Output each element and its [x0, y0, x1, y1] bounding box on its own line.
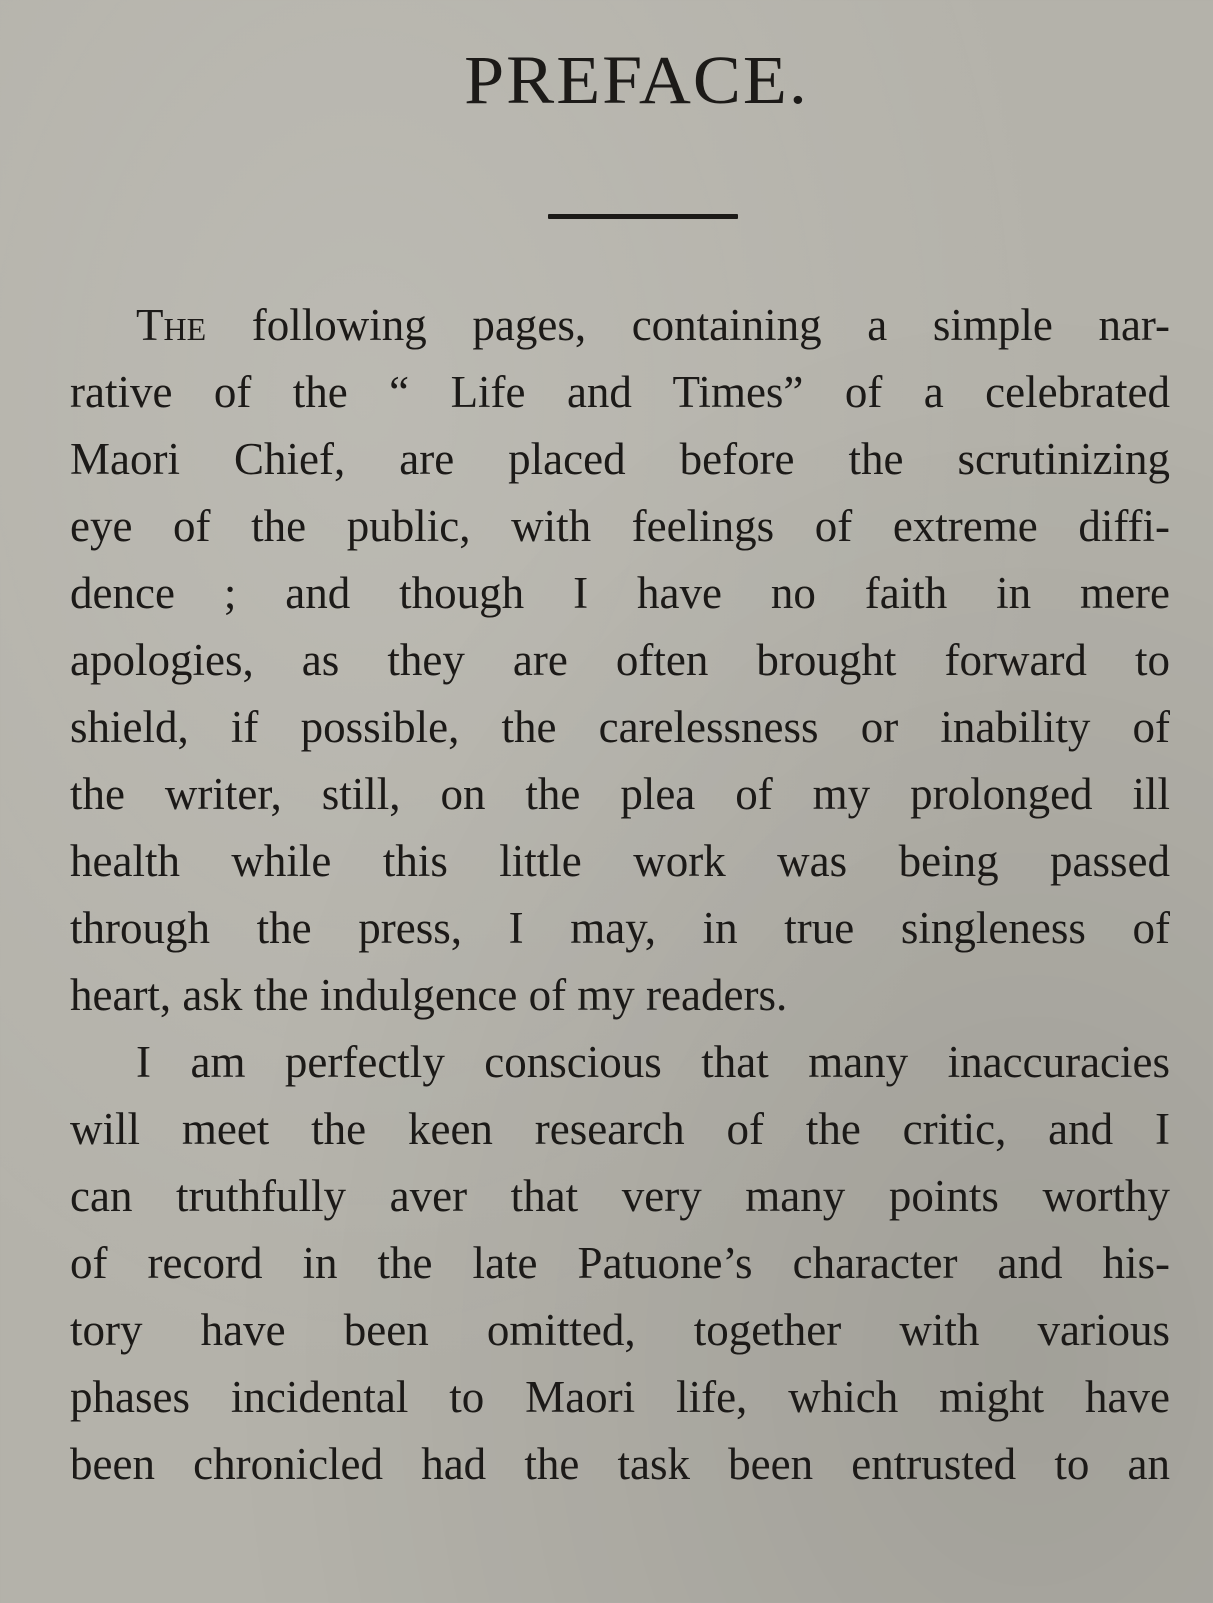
- text-line: health while this little work was being passed: [70, 836, 1170, 886]
- text-line: tory have been omitted, together with various: [70, 1305, 1170, 1355]
- text-line: will meet the keen research of the critic, and I: [70, 1104, 1170, 1154]
- text-line: the writer, still, on the plea of my prolonged ill: [70, 769, 1170, 819]
- paragraph-1: [70, 292, 1170, 1029]
- text-line: phases incidental to Maori life, which might have: [70, 1372, 1170, 1422]
- text-line: eye of the public, with feelings of extreme diffi-: [70, 501, 1170, 551]
- text-line: through the press, I may, in true singleness of: [70, 903, 1170, 953]
- lead-word: The: [136, 300, 207, 350]
- text-line: [70, 292, 1170, 359]
- text-line: rative of the “ Life and Times” of a celebrated: [70, 367, 1170, 417]
- title-rule: [548, 214, 738, 219]
- text-line: I am perfectly conscious that many inaccuracies: [136, 1037, 1170, 1087]
- text-line: heart, ask the indulgence of my readers.: [70, 970, 788, 1020]
- paragraph-2: [70, 1029, 1170, 1498]
- text-line: dence ; and though I have no faith in mere: [70, 568, 1170, 618]
- text-line: Maori Chief, are placed before the scrutinizing: [70, 434, 1170, 484]
- preface-text: [70, 292, 1170, 1498]
- text-line: apologies, as they are often brought forward to: [70, 635, 1170, 685]
- text-line: can truthfully aver that very many points worthy: [70, 1171, 1170, 1221]
- line-text: following pages, containing a simple nar-: [251, 300, 1171, 350]
- text-line: been chronicled had the task been entrusted to an: [70, 1439, 1170, 1489]
- text-line: shield, if possible, the carelessness or inability of: [70, 702, 1170, 752]
- text-line: of record in the late Patuone’s character and his-: [70, 1238, 1170, 1288]
- page-title: PREFACE.: [464, 42, 809, 118]
